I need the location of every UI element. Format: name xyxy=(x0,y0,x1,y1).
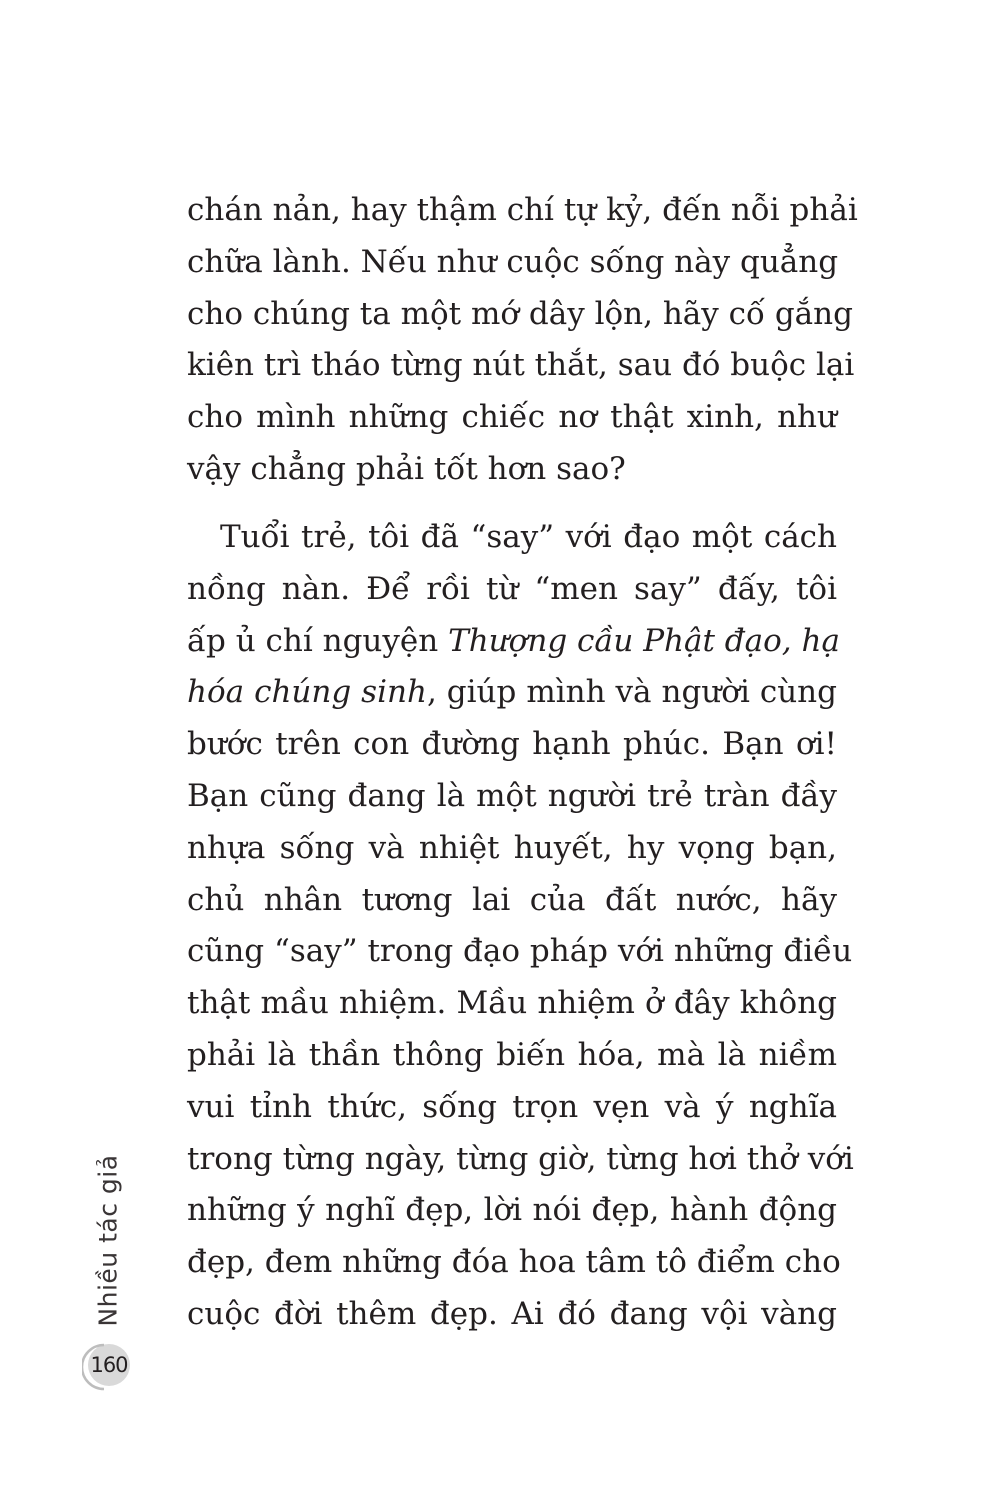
text-line-with-italic xyxy=(187,667,837,719)
text-line: vậy chẳng phải tốt hơn sao? xyxy=(187,450,626,487)
text-fragment: , giúp mình và người cùng xyxy=(426,674,837,711)
text-line: cho mình những chiếc nơ thật xinh, như xyxy=(187,399,837,436)
text-line: kiên trì tháo từng nút thắt, sau đó buộc lại xyxy=(187,347,855,384)
italic-phrase: Thượng cầu Phật đạo, hạ xyxy=(448,622,840,659)
text-line: trong từng ngày, từng giờ, từng hơi thở với xyxy=(187,1140,854,1177)
italic-phrase: hóa chúng sinh xyxy=(187,674,427,711)
text-line: cho chúng ta một mớ dây lộn, hãy cố gắng xyxy=(187,295,853,332)
text-line: nhựa sống và nhiệt huyết, hy vọng bạn, xyxy=(187,829,837,866)
running-header-author xyxy=(88,1150,128,1330)
text-line: những ý nghĩ đẹp, lời nói đẹp, hành động xyxy=(187,1192,837,1229)
text-line: thật mầu nhiệm. Mầu nhiệm ở đây không xyxy=(187,985,837,1022)
page-number-badge xyxy=(82,1340,132,1392)
text-line: chữa lành. Nếu như cuộc sống này quẳng xyxy=(187,243,839,280)
text-line: Tuổi trẻ, tôi đã “say” với đạo một cách xyxy=(220,519,837,555)
paragraph-1 xyxy=(187,185,858,496)
text-line: cuộc đời thêm đẹp. Ai đó đang vội vàng xyxy=(187,1295,837,1332)
paragraph-2 xyxy=(187,512,854,1341)
text-line: bước trên con đường hạnh phúc. Bạn ơi! xyxy=(187,726,837,763)
text-line: chán nản, hay thậm chí tự kỷ, đến nỗi phải xyxy=(187,192,858,228)
text-line: cũng “say” trong đạo pháp với những điều xyxy=(187,933,853,970)
text-line: chủ nhân tương lai của đất nước, hãy xyxy=(187,881,837,918)
text-line: nồng nàn. Để rồi từ “men say” đấy, tôi xyxy=(187,570,837,607)
author-label: Nhiều tác giả xyxy=(93,1153,123,1327)
text-line: vui tỉnh thức, sống trọn vẹn và ý nghĩa xyxy=(187,1088,837,1125)
page-number: 160 xyxy=(90,1353,128,1377)
text-line: đẹp, đem những đóa hoa tâm tô điểm cho xyxy=(187,1244,841,1281)
text-line-with-italic xyxy=(187,616,840,668)
text-line: Bạn cũng đang là một người trẻ tràn đầy xyxy=(187,777,837,814)
text-line: phải là thần thông biến hóa, mà là niềm xyxy=(187,1036,837,1073)
text-fragment: ấp ủ chí nguyện xyxy=(187,622,449,659)
